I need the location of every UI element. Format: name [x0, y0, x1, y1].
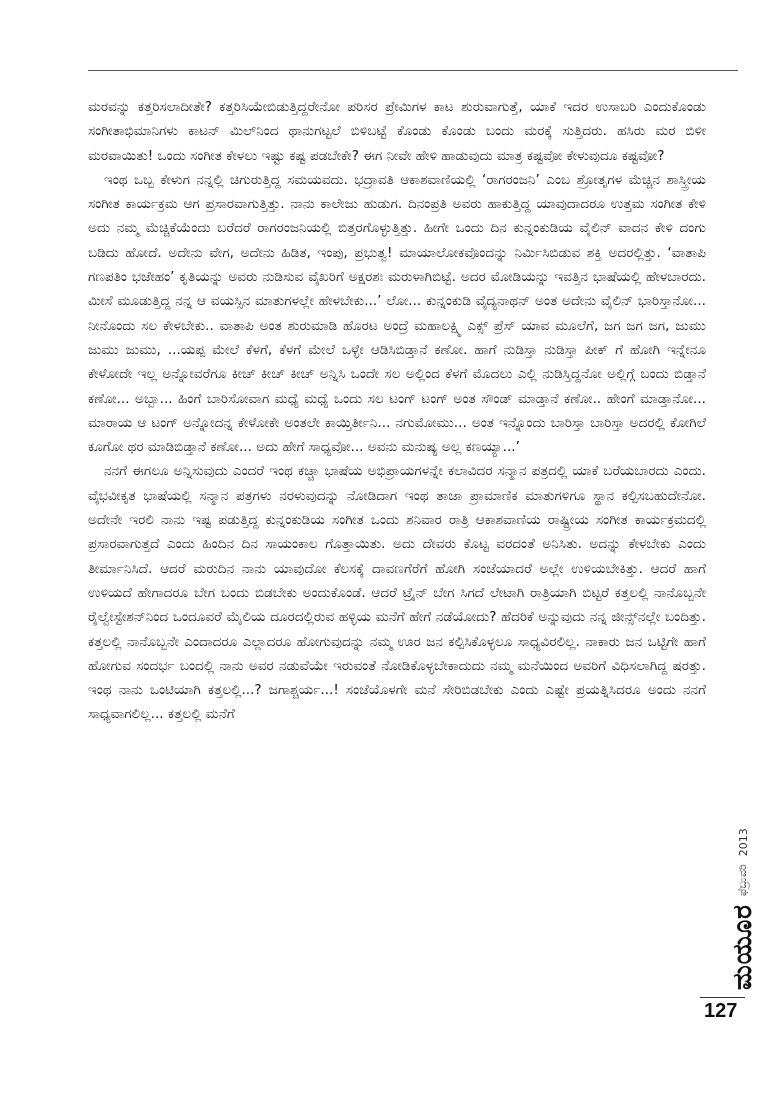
paragraph-1: ಮರವನ್ನು ಕತ್ತರಿಸಲಾದೀತೇ? ಕತ್ತರಿಸಿಯೇಬಿಡುತ್ತಿದ್ದರೇನೋ ಪರಿಸರ ಪ್ರೇಮಿಗಳ ಕಾಟ ಶುರುವಾಗುತ್ತೆ, ಯಾಕೆ ಇದರ ಉಸಾಬರಿ ಎಂದುಕೊಂಡು ಸಂಗೀತಾಭಿಮಾನಿಗಳು ಕಾಟನ್ ಮಿಲ್‌ನಿಂದ ಥಾನುಗಟ್ಟಲೆ ಬಿಳಿಬಟ್ಟೆ ಕೊಂಡು ಕೊಂಡು ಬಂದು ಮರಕ್ಕೆ ಸುತ್ತಿದರು. ಹಸಿರು ಮರ ಬಿಳೀ ಮರವಾಯಿತು! ಒಂದು ಸಂಗೀತ ಕೇಳಲು ಇಷ್ಟು ಕಷ್ಟ ಪಡಬೇಕೇ? ಈಗ ನೀವೇ ಹೇಳಿ ಹಾಡುವುದು ಮಾತ್ರ ಕಷ್ಟವೋ ಕೇಳುವುದೂ ಕಷ್ಟವೋ?: [88, 99, 706, 164]
magazine-name: ಮಯೂರ: [727, 904, 758, 990]
paragraph-2: ಇಂಥ ಒಬ್ಬ ಕೇಳುಗ ನನ್ನಲ್ಲಿ ಚಿಗುರುತ್ತಿದ್ದ ಸಮಯವದು. ಭದ್ರಾವತಿ ಆಕಾಶವಾಣಿಯಲ್ಲಿ ‘ರಾಗರಂಜನಿ’ ಎಂಬ ಶ್ರೋತೃಗಳ ಮೆಚ್ಚಿನ ಶಾಸ್ತ್ರೀಯ ಸಂಗೀತ ಕಾರ್ಯಕ್ರಮ ಆಗ ಪ್ರಸಾರವಾಗುತ್ತಿತ್ತು. ನಾನು ಕಾಲೇಜು ಹುಡುಗ. ದಿನಂಪ್ರತಿ ಅವರು ಹಾಕುತ್ತಿದ್ದ ಯಾವುದಾದರೂ ಉತ್ತಮ ಸಂಗೀತ ಕೇಳಿ ಅದು ನಮ್ಮ ಮೆಚ್ಚಿಕೆಯೆಂದು ಬರೆದರೆ ರಾಗರಂಜನಿಯಲ್ಲಿ ಬಿತ್ತರಗೊಳ್ಳುತ್ತಿತ್ತು. ಹೀಗೇ ಒಂದು ದಿನ ಕುನ್ನಂಕುಡಿಯ ವೈಲಿನ್ ವಾದನ ಕೇಳಿ ದಂಗು ಬಡಿದು ಹೋದೆ. ಅದೇನು ವೇಗ, ಅದೇನು ಹಿಡಿತ, ಇಂಪು, ಪ್ರಭುತ್ವ! ಮಾಯಾಲೋಕವೊಂದನ್ನು ನಿರ್ಮಿಸಿಬಿಡುವ ಶಕ್ತಿ ಅದರಲ್ಲಿತ್ತು. ‘ವಾತಾಪಿ ಗಣಪತಿಂ ಭಜೇಹಂ’ ಕೃತಿಯನ್ನು ಅವರು ನುಡಿಸುವ ವೈಖರಿಗೆ ಅಕ್ಷರಶಃ ಮರುಳಾಗಿಬಿಟ್ಟೆ. ಅದರ ಮೋಡಿಯನ್ನು ಇವತ್ತಿನ ಭಾಷೆಯಲ್ಲಿ ಹೇಳಬಾರದು. ಮೀಸೆ ಮೂಡುತ್ತಿದ್ದ ನನ್ನ ಆ ವಯಸ್ಸಿನ ಮಾತುಗಳಲ್ಲೇ ಹೇಳಬೇಕು...’ ಲೋ... ಕುನ್ನಂಕುಡಿ ವೈದ್ಯನಾಥನ್ ಅಂತ ಅದೇನು ವೈಲಿನ್ ಭಾರಿಸ್ತಾನೋ... ನೀನೊಂದು ಸಲ ಕೇಳಬೇಕು.. ವಾತಾಪಿ ಅಂತ ಶುರುಮಾಡಿ ಹೊರಟ ಅಂದ್ರೆ ಮಹಾಲಕ್ಷ್ಮಿ ಎಕ್ಸ್ ಪ್ರೆಸ್ ಯಾವ ಮೂಲೆಗೆ, ಜಗ ಜಗ ಜಗ, ಜುಮು ಜುಮು ಜುಮು, ...ಯಪ್ಪ ಮೇಲೆ ಕೆಳಗೆ, ಕೆಳಗೆ ಮೇಲೆ ಒಳ್ಳೇ ಆಡಿಸಿಬಿಡ್ತಾನೆ ಕಣೋ. ಹಾಗೆ ನುಡಿಸ್ತಾ ನುಡಿಸ್ತಾ ಪೀಕ್ ಗೆ ಹೋಗಿ ಇನ್ನೇನೂ ಕೇಳೋದೇ ಇಲ್ಲ ಅನ್ನೋವರೆಗೂ ಕೀಚ್ ಕೀಚ್ ಕೀಚ್ ಅನ್ನಿಸಿ ಒಂದೇ ಸಲ ಅಲ್ಲಿಂದ ಕೆಳಗೆ ಮೊದಲು ಎಲ್ಲಿ ನುಡಿಸ್ತಿದ್ದನೋ ಅಲ್ಲಿಗ್ಗೆ ಬಂದು ಬಿಡ್ತಾನೆ ಕಣೋ... ಅಬ್ಬಾ... ಹಿಂಗೆ ಬಾರಿಸೋವಾಗ ಮಧ್ಯೆ ಮಧ್ಯೆ ಒಂದು ಸಲ ಟಂಗ್ ಟಂಗ್ ಅಂತ ಸೌಂಡ್ ಮಾಡ್ತಾನೆ ಕಣೋ.. ಹೇಂಗೆ ಮಾಡ್ತಾನೋ... ಮಾರಾಯ ಆ ಟಂಗ್ ಅನ್ನೋದನ್ನ ಕೇಳೋಕೇ ಅಂತಲೇ ಕಾಯ್ತಿರ್ತೀನಿ... ನಗುಮೋಮು... ಅಂತ ಇನ್ನೊಂದು ಬಾರಿಸ್ತಾ ಬಾರಿಸ್ತಾ ಅದರಲ್ಲಿ ಕೋಗಿಲೆ ಕೂಗೋ ಥರ ಮಾಡಿಬಿಡ್ತಾನೆ ಕಣೋ... ಅದು ಹೇಗೆ ಸಾಧ್ಯವೋ... ಅವನು ಮನುಷ್ಯ ಅಲ್ಲ ಕಣಯ್ಯಾ...’: [88, 171, 706, 456]
issue-month: ಫೆಬ್ರುವರಿ: [736, 864, 749, 897]
paragraph-3: ನನಗೆ ಈಗಲೂ ಅನ್ನಿಸುವುದು ಎಂದರೆ ಇಂಥ ಕಚ್ಚಾ ಭಾಷೆಯ ಅಭಿಪ್ರಾಯಗಳನ್ನೇ ಕಲಾವಿದರ ಸನ್ಮಾನ ಪತ್ರದಲ್ಲಿ ಯಾಕೆ ಬರೆಯಬಾರದು ಎಂದು. ವೈಭವೀಕೃತ ಭಾಷೆಯಲ್ಲಿ ಸನ್ಮಾನ ಪತ್ರಗಳು ನರಳುವುದನ್ನು ನೋಡಿದಾಗ ಇಂಥ ತಾಜಾ ಪ್ರಾಮಾಣಿಕ ಮಾತುಗಳಿಗೂ ಸ್ಥಾನ ಕಲ್ಪಿಸಬಹುದೇನೋ. ಅದೇನೇ ಇರಲಿ ನಾನು ಇಷ್ಟ ಪಡುತ್ತಿದ್ದ ಕುನ್ನಂಕುಡಿಯ ಸಂಗೀತ ಒಂದು ಶನಿವಾರ ರಾತ್ರಿ ಆಕಾಶವಾಣಿಯ ರಾಷ್ಟ್ರೀಯ ಸಂಗೀತ ಕಾರ್ಯಕ್ರಮದಲ್ಲಿ ಪ್ರಸಾರವಾಗುತ್ತದೆ ಎಂದು ಹಿಂದಿನ ದಿನ ಸಾಯಂಕಾಲ ಗೊತ್ತಾಯಿತು. ಅದು ದೇವರು ಕೊಟ್ಟ ವರದಂತೆ ಅನಿಸಿತು. ಅದನ್ನು ಕೇಳಬೇಕು ಎಂದು ತೀರ್ಮಾನಿಸಿದೆ. ಆದರೆ ಮರುದಿನ ನಾನು ಯಾವುದೋ ಕೆಲಸಕ್ಕೆ ದಾವಣಗೆರೆಗೆ ಹೋಗಿ ಸಂಜೆಯಾದರೆ ಅಲ್ಲೇ ಉಳಿಯಬೇಕಿತ್ತು. ಆದರೆ ಹಾಗೆ ಉಳಿಯದೆ ಹೇಗಾದರೂ ಬೇಗ ಬಂದು ಬಿಡಬೇಕು ಅಂದುಕೊಂಡೆ. ಆದರೆ ಟ್ರೈನ್ ಬೇಗ ಸಿಗದೆ ಲೇಟಾಗಿ ರಾತ್ರಿಯಾಗಿ ಬಿಟ್ಟರೆ ಕತ್ತಲಲ್ಲಿ ನಾನೊಬ್ಬನೇ ರೈಲ್ವೇಸ್ಟೇಶನ್‌ನಿಂದ ಒಂದೂವರೆ ಮೈಲಿಯ ದೂರದಲ್ಲಿರುವ ಹಳ್ಳಿಯ ಮನೆಗೆ ಹೇಗೆ ನಡೆಯೋದು? ಹೆದರಿಕೆ ಅನ್ನುವುದು ನನ್ನ ಜೀನ್ಸ್‌ನಲ್ಲೇ ಬಂದಿತ್ತು. ಕತ್ತಲಲ್ಲಿ ನಾನೊಬ್ಬನೇ ಎಂದಾದರೂ ಎಲ್ಲಾದರೂ ಹೋಗುವುದನ್ನು ನಮ್ಮ ಊರ ಜನ ಕಲ್ಪಿಸಿಕೊಳ್ಳಲೂ ಸಾಧ್ಯವಿರಲಿಲ್ಲ. ನಾಕಾರು ಜನ ಒಟ್ಟಿಗೇ ಹಾಗೆ ಹೋಗುವ ಸಂದರ್ಭ ಬಂದಲ್ಲಿ ನಾನು ಅವರ ನಡುವೆಯೇ ಇರುವಂತೆ ನೋಡಿಕೊಳ್ಳಬೇಕಾದುದು ನಮ್ಮ ಮನೆಯಿಂದ ಅವರಿಗೆ ವಿಧಿಸಲಾಗಿದ್ದ ಷರತ್ತು. ಇಂಥ ನಾನು ಒಂಟಿಯಾಗಿ ಕತ್ತಲಲ್ಲಿ...? ಜಗಾಶ್ಚರ್ಯ...! ಸಂಜೆಯೊಳಗೇ ಮನೆ ಸೇರಿಬಿಡಬೇಕು ಎಂದು ಎಷ್ಟೇ ಪ್ರಯತ್ನಿಸಿದರೂ ಅಂದು ನನಗೆ ಸಾಧ್ಯವಾಗಲಿಲ್ಲ... ಕತ್ತಲಲ್ಲಿ ಮನೆಗೆ: [88, 463, 706, 723]
page-number: 127: [704, 1000, 738, 1022]
issue-year: 2013: [736, 828, 750, 857]
bottom-rule: [700, 997, 745, 998]
magazine-sidebar: [728, 790, 758, 990]
article-body: [88, 95, 706, 727]
top-rule: [88, 70, 738, 71]
